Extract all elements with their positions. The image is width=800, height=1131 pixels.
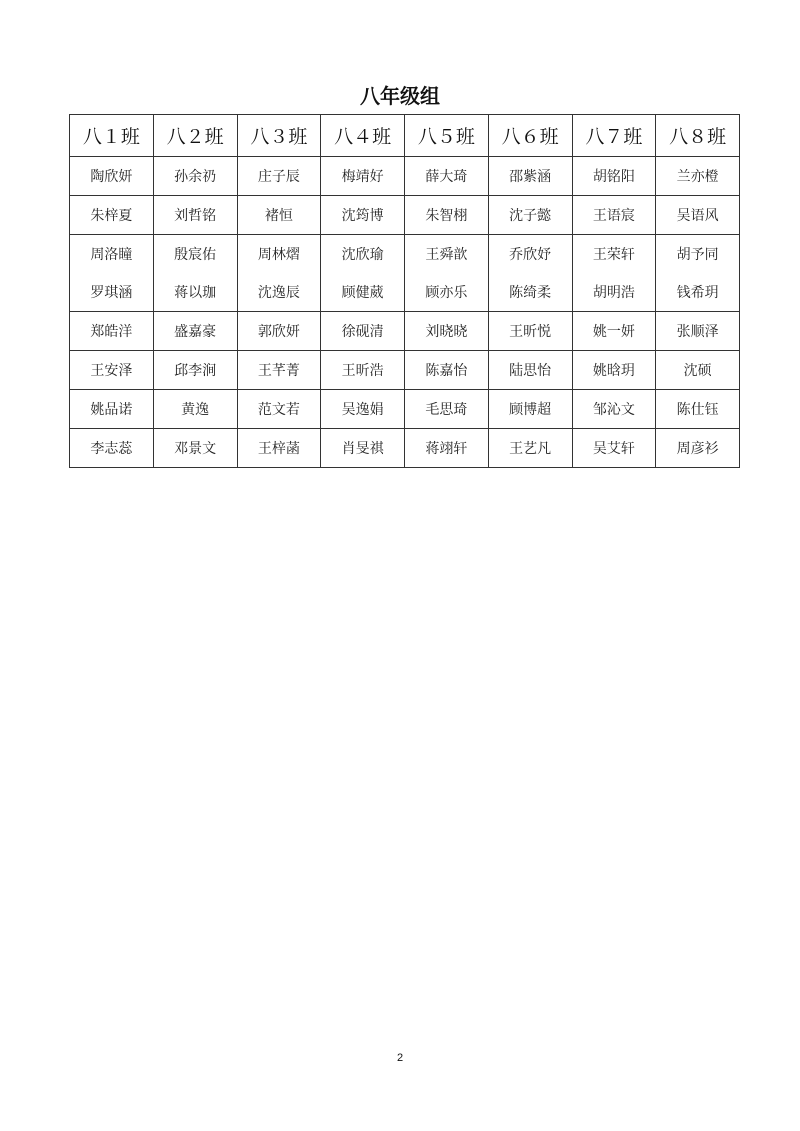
column-header-class-3: 八３班 — [237, 115, 321, 157]
student-name: 王昕浩 — [321, 351, 405, 390]
student-name: 罗琪涵 — [70, 273, 154, 312]
student-name: 陈仕钰 — [656, 390, 740, 429]
column-header-class-2: 八２班 — [153, 115, 237, 157]
table-row — [70, 312, 740, 351]
table-row — [70, 390, 740, 429]
student-name: 顾博超 — [488, 390, 572, 429]
student-name: 胡予同 — [656, 235, 740, 274]
student-name: 盛嘉豪 — [153, 312, 237, 351]
student-name: 范文若 — [237, 390, 321, 429]
student-name: 朱智栩 — [405, 196, 489, 235]
student-name: 殷宸佑 — [153, 235, 237, 274]
student-name: 吴语风 — [656, 196, 740, 235]
table-row — [70, 196, 740, 235]
student-name: 毛思琦 — [405, 390, 489, 429]
page-number: 2 — [396, 1052, 404, 1064]
student-name: 肖旻祺 — [321, 429, 405, 468]
header-row — [70, 115, 740, 157]
student-name: 王舜歆 — [405, 235, 489, 274]
student-name: 刘哲铭 — [153, 196, 237, 235]
student-name: 乔欣妤 — [488, 235, 572, 274]
table-row — [70, 157, 740, 196]
student-name: 蒋翊轩 — [405, 429, 489, 468]
table-row — [70, 273, 740, 312]
student-name: 周洛瞳 — [70, 235, 154, 274]
student-name: 薛大琦 — [405, 157, 489, 196]
class-roster-table — [69, 114, 740, 468]
student-name: 王安泽 — [70, 351, 154, 390]
student-name: 吴逸娟 — [321, 390, 405, 429]
table-row — [70, 351, 740, 390]
column-header-class-8: 八８班 — [656, 115, 740, 157]
student-name: 孙余礽 — [153, 157, 237, 196]
student-name: 陆思怡 — [488, 351, 572, 390]
student-name: 朱梓夏 — [70, 196, 154, 235]
student-name: 邓景文 — [153, 429, 237, 468]
student-name: 王昕悦 — [488, 312, 572, 351]
student-name: 郑皓洋 — [70, 312, 154, 351]
student-name: 王语宸 — [572, 196, 656, 235]
column-header-class-5: 八５班 — [405, 115, 489, 157]
student-name: 兰亦橙 — [656, 157, 740, 196]
student-name: 沈欣瑜 — [321, 235, 405, 274]
student-name: 庄子辰 — [237, 157, 321, 196]
student-name: 姚晗玥 — [572, 351, 656, 390]
student-name: 邹沁文 — [572, 390, 656, 429]
student-name: 刘晓晓 — [405, 312, 489, 351]
table-row — [70, 429, 740, 468]
student-name: 邵紫涵 — [488, 157, 572, 196]
student-name: 王荣轩 — [572, 235, 656, 274]
student-name: 周彦衫 — [656, 429, 740, 468]
student-name: 蒋以珈 — [153, 273, 237, 312]
student-name: 沈逸辰 — [237, 273, 321, 312]
student-name: 吴艾轩 — [572, 429, 656, 468]
student-name: 黄逸 — [153, 390, 237, 429]
student-name: 姚品诺 — [70, 390, 154, 429]
student-name: 李志蕊 — [70, 429, 154, 468]
student-name: 顾亦乐 — [405, 273, 489, 312]
student-name: 顾健葳 — [321, 273, 405, 312]
student-name: 梅靖好 — [321, 157, 405, 196]
student-name: 郭欣妍 — [237, 312, 321, 351]
column-header-class-7: 八７班 — [572, 115, 656, 157]
student-name: 陈绮柔 — [488, 273, 572, 312]
student-name: 王芊菁 — [237, 351, 321, 390]
column-header-class-4: 八４班 — [321, 115, 405, 157]
student-name: 褚恒 — [237, 196, 321, 235]
column-header-class-1: 八１班 — [70, 115, 154, 157]
student-name: 张顺泽 — [656, 312, 740, 351]
student-name: 邱李涧 — [153, 351, 237, 390]
column-header-class-6: 八６班 — [488, 115, 572, 157]
page-title: 八年级组 — [360, 84, 440, 108]
student-name: 陈嘉怡 — [405, 351, 489, 390]
student-name: 沈筠博 — [321, 196, 405, 235]
student-name: 姚一妍 — [572, 312, 656, 351]
student-name: 王梓菡 — [237, 429, 321, 468]
student-name: 钱希玥 — [656, 273, 740, 312]
student-name: 沈硕 — [656, 351, 740, 390]
student-name: 胡明浩 — [572, 273, 656, 312]
table-row — [70, 235, 740, 274]
student-name: 陶欣妍 — [70, 157, 154, 196]
student-name: 沈子懿 — [488, 196, 572, 235]
student-name: 王艺凡 — [488, 429, 572, 468]
student-name: 胡铭阳 — [572, 157, 656, 196]
student-name: 徐砚清 — [321, 312, 405, 351]
student-name: 周林熠 — [237, 235, 321, 274]
